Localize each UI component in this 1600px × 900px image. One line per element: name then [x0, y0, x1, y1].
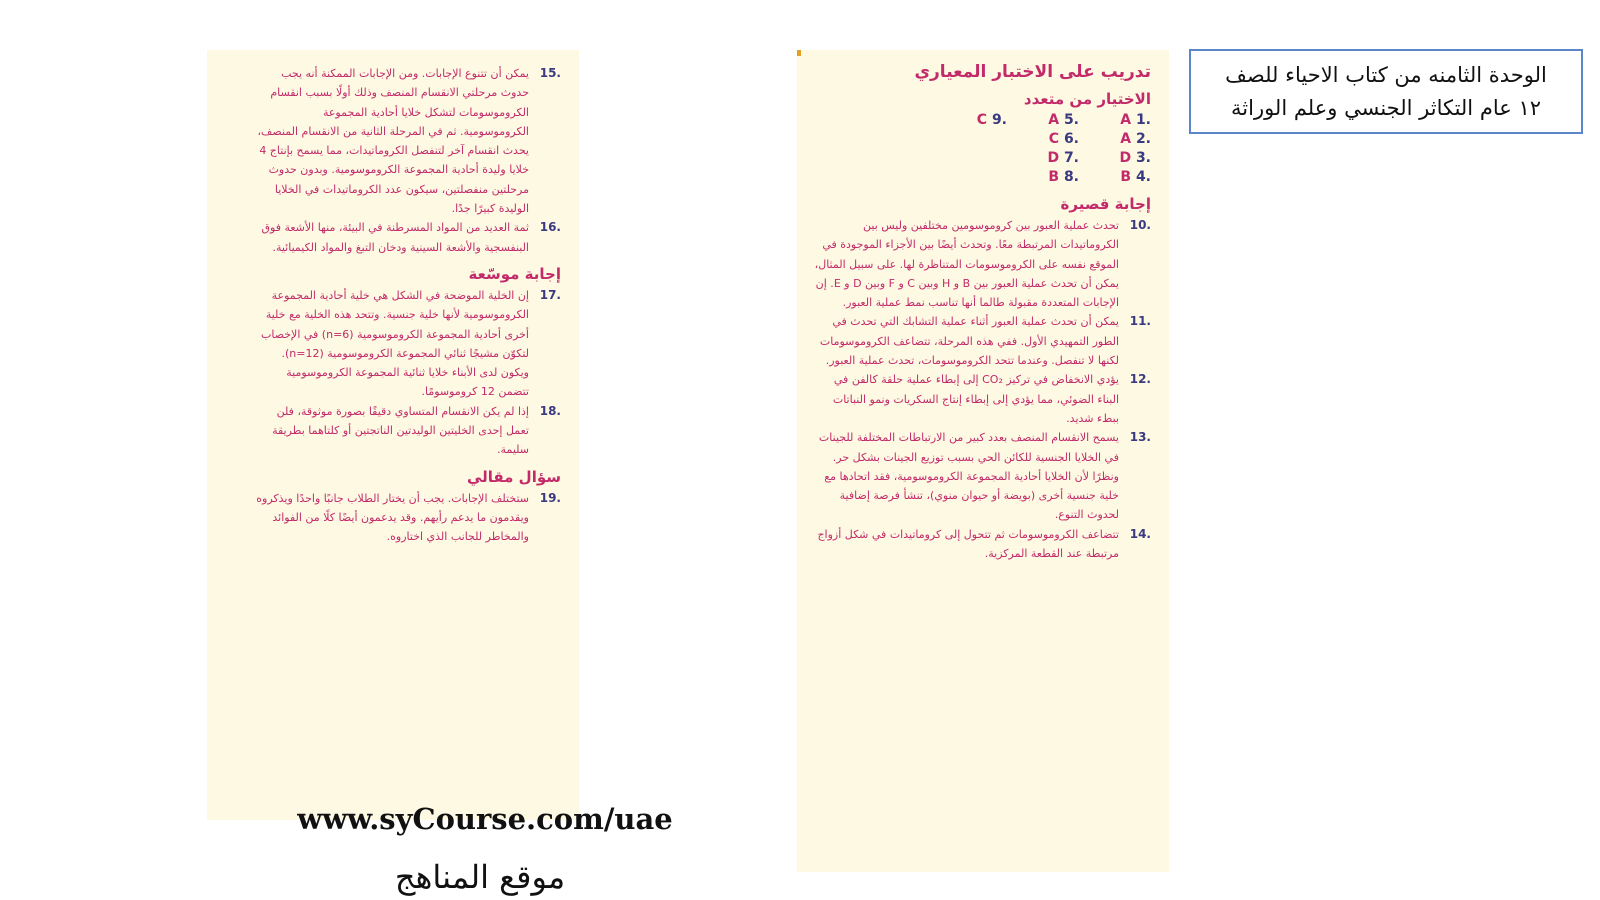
- mc-row: [809, 168, 1151, 187]
- answer-text: تحدث عملية العبور بين كروموسومين مختلفين وليس بين الكروماتيدات المرتبطة معًا. وتحدث أيضًا بين الأجزاء الموجودة في الموقع نفسه على الكروموسومات المتناظرة لها. على سبيل المثال، يمكن أن تحدث عملية العبور بين B و H وبين C و F وبين D و E. إن الإجابات المتعددة مقبولة طالما أنها تناسب نمط عملية العبور.: [814, 219, 1119, 310]
- mc-answer-letter: A: [1120, 112, 1132, 128]
- answer-item: [255, 402, 561, 460]
- standardized-test-heading: تدريب على الاختبار المعياري: [914, 62, 1151, 82]
- answer-list-19: [255, 489, 561, 547]
- answer-text: يمكن أن تحدث عملية العبور أثناء عملية التشابك التي تحدث في الطور التمهيدي الأول. ففي هذه المرحلة، تتضاعف الكروموسومات لكنها لا تنفصل. وعندما تتحد الكروموسومات، تحدث عملية العبور.: [819, 315, 1119, 368]
- answer-item: [255, 286, 561, 402]
- answer-number: 17.: [539, 287, 561, 302]
- site-url: www.syCourse.com/uae: [297, 802, 673, 836]
- answers-panel-right: [797, 50, 1169, 872]
- document-title-box: [1189, 49, 1583, 134]
- answer-number: 19.: [539, 490, 561, 505]
- extended-answer-heading: إجابة موسّعة: [468, 264, 561, 283]
- mc-question-number: 4.: [1135, 169, 1151, 185]
- short-answer-list: [809, 216, 1151, 563]
- mc-question-number: 8.: [1063, 169, 1079, 185]
- mc-row: [809, 130, 1151, 149]
- mc-answer: [1007, 111, 1079, 130]
- mc-answer: [1007, 130, 1079, 149]
- answer-item: [809, 312, 1151, 370]
- answer-text: يؤدي الانخفاض في تركيز CO₂ إلى إبطاء عملية حلقة كالفن في البناء الضوئي، مما يؤدي إلى إبطاء إنتاج السكريات ونمو النباتات ببطء شديد.: [832, 373, 1119, 425]
- mc-answer-letter: B: [1120, 169, 1132, 185]
- answer-text: يسمح الانقسام المنصف بعدد كبير من الارتباطات المختلفة للجينات في الخلايا الجنسية للكائن الحي بسبب توزيع الجينات بشكل حر. ونظرًا لأن الخلايا أحادية المجموعة الكروموسومية، فقد اتحادها مع خلية جنسية أخرى (بويضة أو حيوان منوي)، تنشأ فرصة إضافية لحدوث التنوع.: [818, 431, 1119, 522]
- answer-number: 18.: [539, 403, 561, 418]
- mc-row: [809, 149, 1151, 168]
- mc-answer-letter: C: [976, 112, 988, 128]
- answer-item: [809, 525, 1151, 564]
- mc-answer: [1079, 111, 1151, 130]
- answer-number: 11.: [1129, 314, 1151, 329]
- short-answer-heading: إجابة قصيرة: [1060, 195, 1151, 213]
- answer-item: [255, 218, 561, 257]
- answer-text: إذا لم يكن الانقسام المتساوي دقيقًا بصورة موثوقة، فلن تعمل إحدى الخليتين الوليدتين الناتجتين أو كلتاهما بطريقة سليمة.: [272, 404, 529, 457]
- site-name: موقع المناهج: [394, 858, 566, 896]
- mc-question-number: 3.: [1135, 150, 1151, 166]
- mc-answer: [1007, 168, 1079, 187]
- title-line-1: الوحدة الثامنه من كتاب الاحياء للصف: [1225, 63, 1547, 87]
- answer-text: إن الخلية الموضحة في الشكل هي خلية أحادية المجموعة الكروموسومية لأنها خلية جنسية. وتتحد هذه الخلية مع خلية أخرى أحادية المجموعة الكروموسومية (n=6) في الإخصاب لتكوّن مشيجًا ثنائي المجموعة الكروموسومية (n=12). ويكون لدى الأبناء خلايا ثنائية المجموعة الكروموسومية تتضمن 12 كروموسومًا.: [261, 288, 529, 399]
- multiple-choice-answers: [809, 111, 1151, 187]
- answer-text: يمكن أن تتنوع الإجابات. ومن الإجابات الممكنة أنه يجب حدوث مرحلتي الانقسام المنصف وذلك أولًا بسبب انقسام الكروموسومات لتشكل خلايا أحادية المجموعة الكروموسومية. ثم في المرحلة الثانية من الانقسام المنصف، يحدث انقسام آخر لتنفصل الكروماتيدات، مما يسمح بإنتاج 4 خلايا وليدة أحادية المجموعة الكروموسومية. وبدون حدوث مرحلتين منفصلتين، سيكون عدد الكروماتيدات في الخلايا الوليدة كبيرًا جدًا.: [257, 67, 529, 216]
- answer-item: [255, 489, 561, 547]
- mc-answer-letter: D: [1047, 150, 1060, 166]
- mc-answer-letter: B: [1048, 169, 1060, 185]
- mc-answer: [1079, 149, 1151, 168]
- mc-question-number: 2.: [1135, 131, 1151, 147]
- answer-number: 10.: [1129, 218, 1151, 232]
- answer-item: [809, 370, 1151, 428]
- mc-question-number: 6.: [1063, 131, 1079, 147]
- mc-question-number: 5.: [1063, 112, 1079, 128]
- mc-answer-letter: D: [1119, 150, 1132, 166]
- mc-answer-letter: C: [1048, 131, 1060, 147]
- answer-number: 16.: [539, 220, 561, 235]
- answer-list-17-18: [255, 286, 561, 460]
- answer-text: ستختلف الإجابات. يجب أن يختار الطلاب جانبًا واحدًا ويذكروه ويقدمون ما يدعم رأيهم. وقد يدعمون أيضًا كلًا من الفوائد والمخاطر للجانب الذي اختاروه.: [256, 491, 529, 544]
- answer-number: 14.: [1129, 526, 1151, 541]
- essay-question-heading: سؤال مقالي: [466, 467, 561, 486]
- mc-answer: [1079, 168, 1151, 187]
- title-line-2: ١٢ عام التكاثر الجنسي وعلم الوراثة: [1231, 96, 1541, 120]
- mc-answer: [1079, 130, 1151, 149]
- answer-item: [809, 428, 1151, 524]
- mc-answer-letter: A: [1120, 131, 1132, 147]
- corner-mark: [797, 50, 801, 56]
- answer-list-15-16: [255, 64, 561, 257]
- mc-answer: [935, 111, 1007, 130]
- mc-question-number: 9.: [991, 112, 1007, 128]
- answer-number: 15.: [539, 66, 561, 80]
- mc-question-number: 1.: [1135, 112, 1151, 128]
- mc-row: [809, 111, 1151, 130]
- answer-item: [809, 216, 1151, 312]
- answer-number: 12.: [1129, 372, 1151, 387]
- multiple-choice-heading: الاختيار من متعدد: [1023, 90, 1151, 108]
- answer-text: ثمة العديد من المواد المسرطنة في البيئة، منها الأشعة فوق البنفسجية والأشعة السينية ودخان التبغ والمواد الكيميائية.: [261, 221, 529, 254]
- mc-answer: [1007, 149, 1079, 168]
- answer-text: تتضاعف الكروموسومات ثم تتحول إلى كروماتيدات في شكل أزواج مرتبطة عند القطعة المركزية.: [817, 527, 1119, 561]
- answers-panel-left: [207, 50, 579, 820]
- answer-number: 13.: [1129, 430, 1151, 445]
- mc-answer-letter: A: [1048, 112, 1060, 128]
- mc-question-number: 7.: [1063, 150, 1079, 166]
- answer-item: [255, 64, 561, 218]
